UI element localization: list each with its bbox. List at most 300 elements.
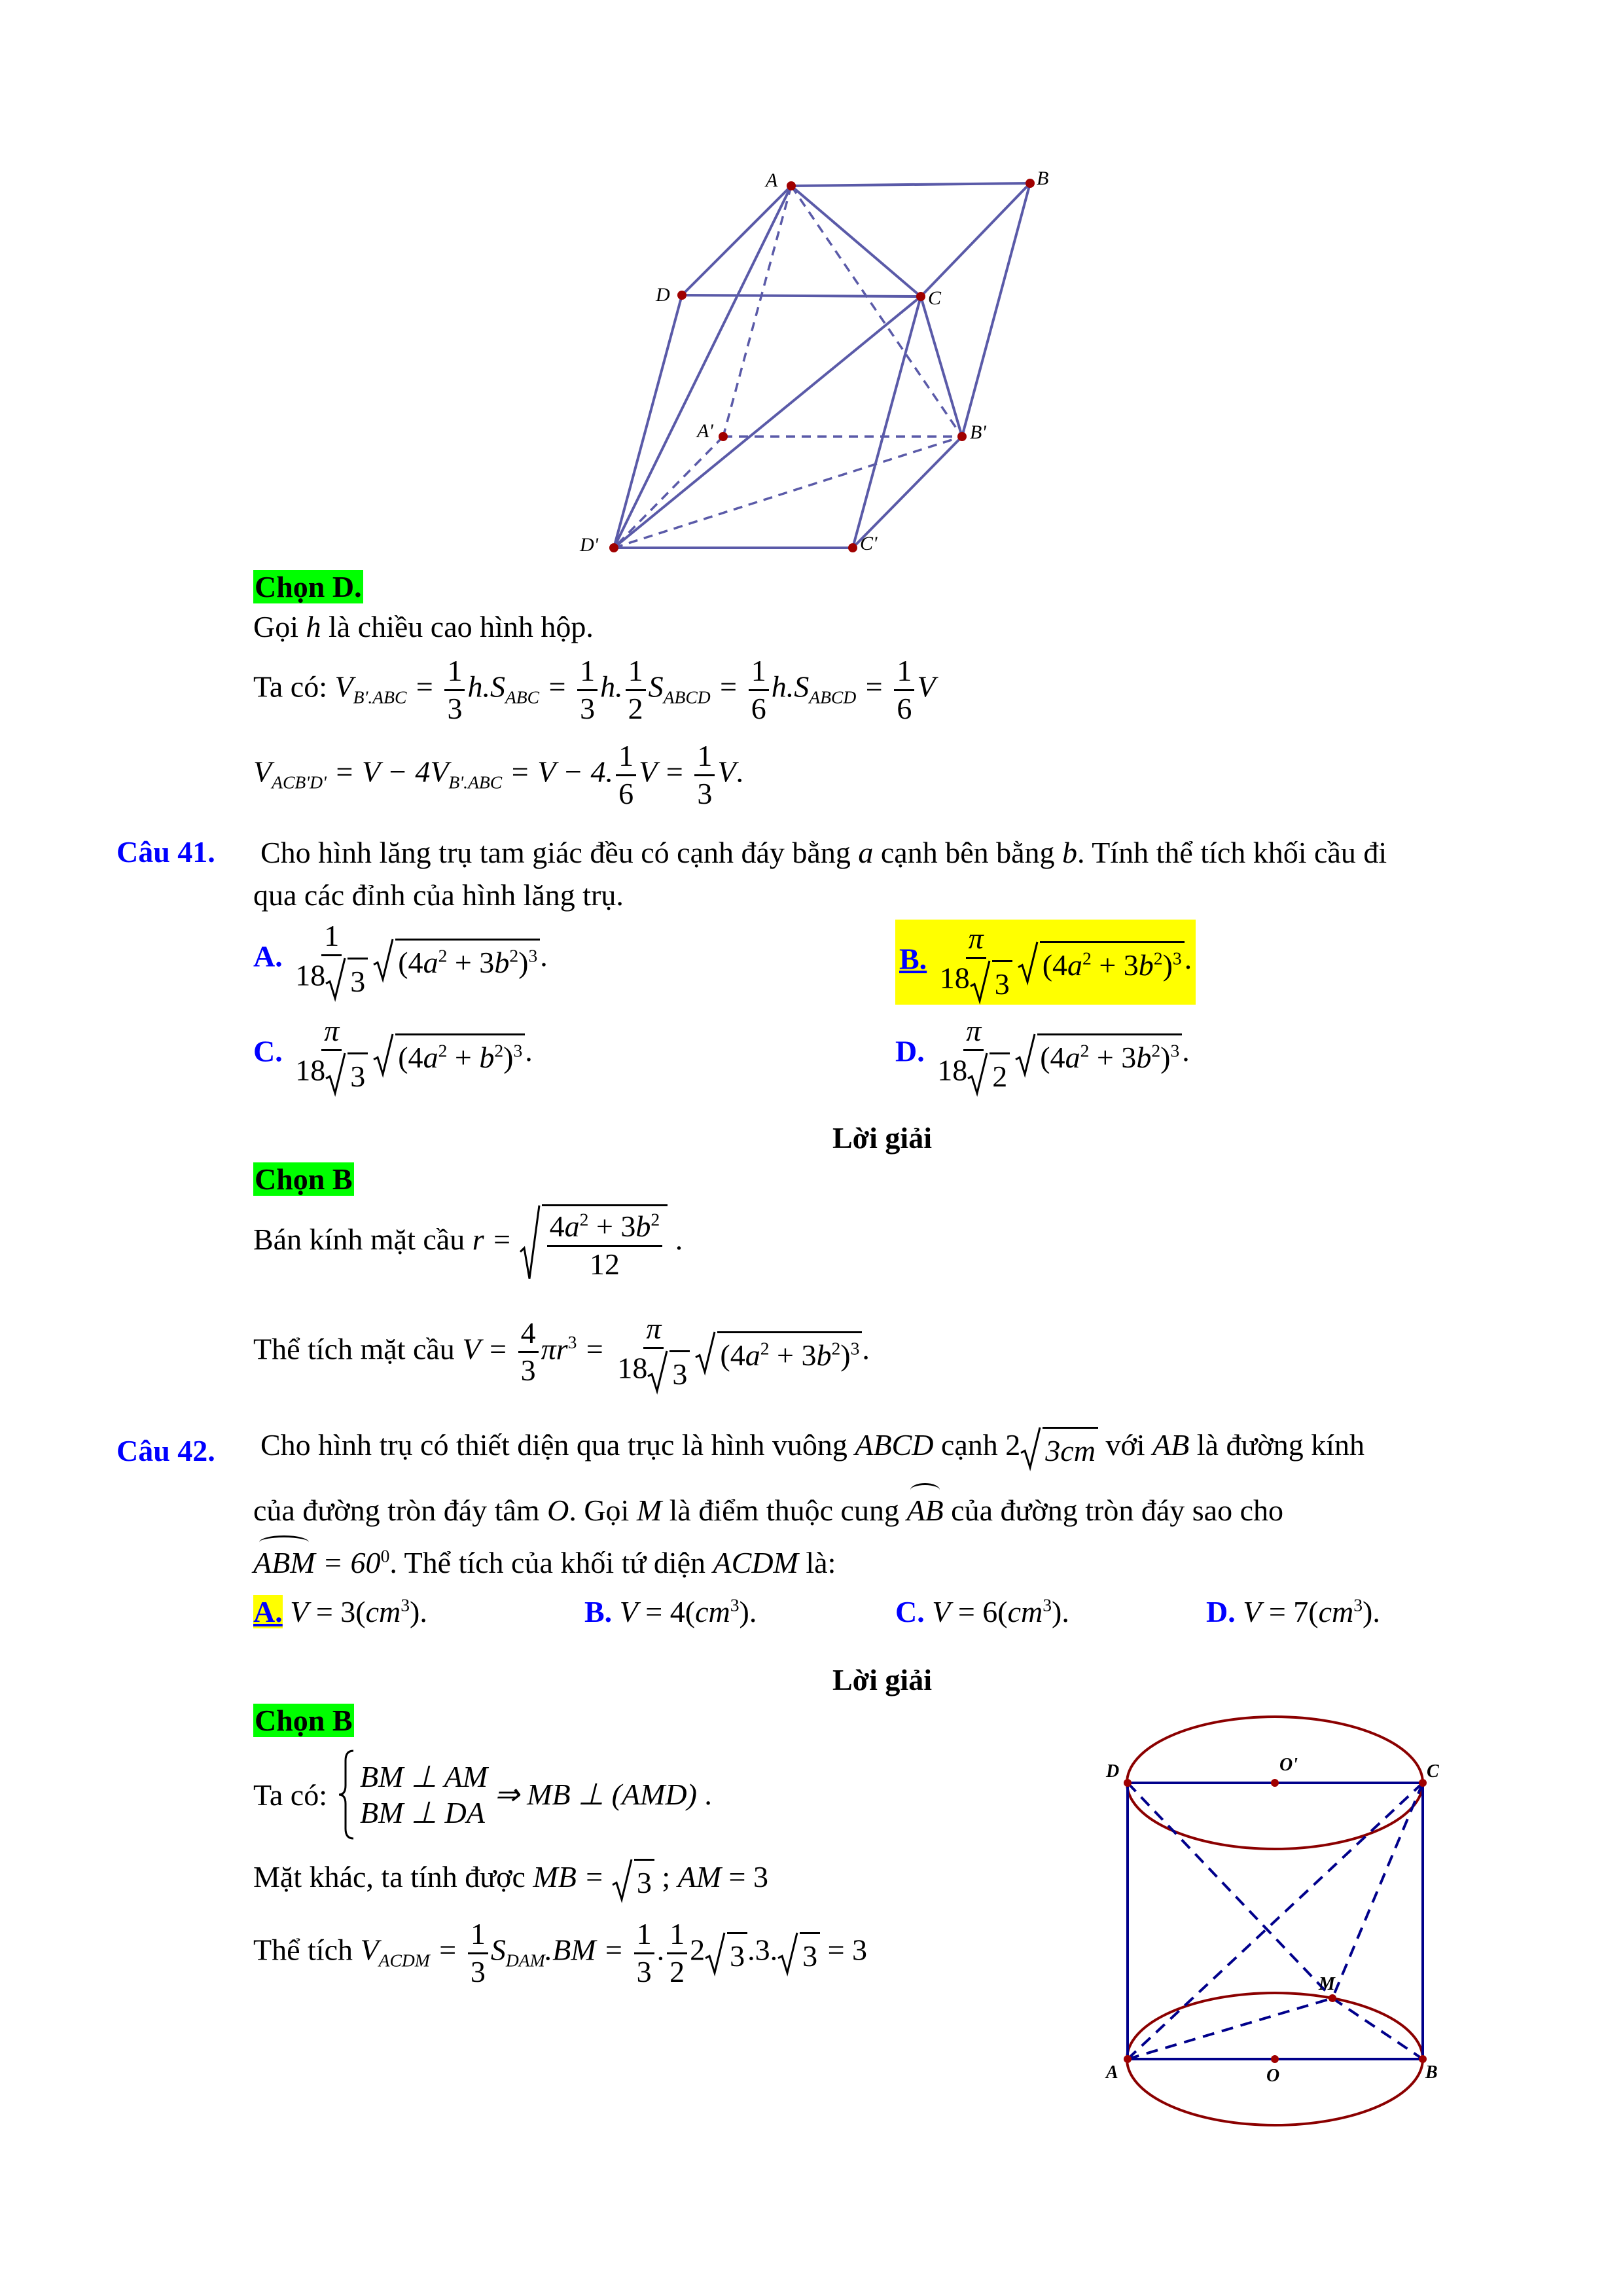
choice-badge: Chọn B: [255, 1704, 353, 1737]
math-symbol: a: [564, 1210, 580, 1243]
subscript: ABCD: [663, 687, 711, 708]
math-symbol: cm: [695, 1595, 730, 1628]
math-symbol: MB =: [533, 1860, 612, 1893]
text-run: 3: [636, 1954, 652, 1988]
text-run: .: [656, 1933, 665, 1967]
radicand: [542, 1204, 668, 1281]
math-symbol: V: [717, 755, 736, 789]
text-run: là chiều cao hình hộp.: [321, 610, 594, 643]
edge-AB1: [791, 186, 962, 437]
math-symbol: ABCD: [855, 1428, 934, 1462]
radical-sign-icon: [967, 1052, 987, 1094]
superscript: 0: [380, 1545, 390, 1566]
radical-sign-icon: [1020, 1427, 1040, 1469]
label-O-prime: O': [1279, 1755, 1298, 1775]
radicand: [1040, 941, 1185, 983]
solution-line: [253, 740, 743, 810]
text-run: 1: [447, 654, 463, 687]
label-A: A: [1106, 2062, 1118, 2083]
numerator: [468, 1918, 488, 1954]
radical-sign-icon: [777, 1932, 797, 1974]
radicand: [1043, 1427, 1098, 1469]
subscript: DAM: [505, 1950, 545, 1971]
radical-sign-icon: [373, 939, 393, 980]
numerator: [321, 920, 342, 956]
math-symbol: S: [490, 1933, 506, 1967]
square-root: [373, 1033, 525, 1075]
choice-badge: Chọn D.: [255, 570, 362, 603]
fraction: [293, 920, 370, 999]
text-run: + 3: [447, 945, 495, 979]
numerator: [577, 655, 597, 691]
superscript: 2: [760, 1338, 770, 1359]
superscript: 2: [1080, 1040, 1090, 1061]
text-run: 3: [672, 1357, 688, 1391]
superscript: 2: [1153, 948, 1163, 969]
question-text: [253, 1545, 836, 1581]
denominator: [293, 1051, 370, 1094]
arc-symbol: AB: [906, 1492, 943, 1528]
option-d[interactable]: D. π 18 2 $(4a^2 + 3b^2)^3$.: [895, 1014, 1190, 1094]
square-root: [1015, 1033, 1182, 1075]
square-root: [1020, 1427, 1098, 1469]
parallelepiped-figure: [0, 0, 1623, 563]
numerator: [667, 1918, 687, 1954]
text-run: Mặt khác, ta tính được: [253, 1860, 533, 1893]
text-run: của đường tròn đáy sao cho: [943, 1494, 1283, 1527]
radical-sign-icon: [373, 1033, 393, 1075]
math-symbol: a: [1067, 948, 1083, 982]
superscript: 2: [438, 945, 448, 966]
subscript: B'.ABC: [353, 687, 407, 708]
math-symbol: V: [360, 1933, 379, 1967]
solution-line: [253, 609, 594, 645]
math-symbol: .BM =: [544, 1933, 632, 1967]
math-symbol: cm: [365, 1595, 401, 1628]
text-run: ).: [739, 1595, 757, 1628]
math-symbol: πr: [541, 1332, 568, 1366]
text-run: + 3: [769, 1338, 817, 1372]
radical-sign-icon: [647, 1350, 667, 1392]
solution-title: Lời giải: [832, 1121, 932, 1155]
text-run: .: [1184, 942, 1192, 976]
text-run: .: [525, 1034, 533, 1068]
denominator: [587, 1247, 622, 1282]
superscript: 3: [1043, 1594, 1052, 1615]
text-run: .: [668, 1223, 683, 1257]
text-run: Ta có:: [253, 670, 335, 704]
edge-D1C: [614, 296, 921, 548]
math-symbol: V =: [462, 1332, 516, 1366]
text-run: 2: [669, 1954, 685, 1988]
label-D: D: [656, 284, 670, 306]
math-symbol: π: [324, 1014, 340, 1047]
question-text: [260, 1427, 1364, 1469]
edge-CC1: [853, 296, 921, 548]
text-run: qua các đỉnh của hình lăng trụ.: [253, 878, 624, 912]
system-line: [360, 1795, 488, 1831]
text-run: 1: [580, 654, 596, 687]
text-run: . Tính thể tích khối cầu đi: [1077, 836, 1387, 869]
label-O: O: [1266, 2066, 1280, 2086]
edge-AB: [791, 183, 1030, 186]
fraction: [615, 1312, 692, 1392]
text-run: Bán kính mặt cầu: [253, 1223, 473, 1257]
edge-A1D1: [614, 437, 723, 548]
superscript: 3: [1170, 1040, 1180, 1061]
radicand: [1037, 1033, 1182, 1075]
label-D1: D': [580, 534, 599, 556]
option-c[interactable]: C. π 18 3 $(4a^2 + b^2)^3$.: [253, 1014, 533, 1094]
superscript: 2: [651, 1209, 660, 1230]
text-run: cạnh bên bằng: [873, 836, 1063, 869]
radical-sign-icon: [1018, 941, 1037, 983]
radicand: [395, 939, 540, 980]
brace-icon: [336, 1749, 356, 1840]
denominator: [468, 1954, 488, 1989]
numerator: [966, 922, 986, 959]
option-c[interactable]: C. $V = 6(cm^3)$.: [895, 1594, 1069, 1628]
edge-BB1: [962, 183, 1030, 437]
numerator: [694, 740, 715, 776]
square-root: [1018, 941, 1185, 983]
math-symbol: π: [966, 1014, 982, 1047]
text-run: 2: [690, 1933, 705, 1967]
math-symbol: = V − 4V: [326, 755, 449, 789]
cylinder-figure: [1047, 1689, 1505, 2147]
text-run: + 3: [1091, 948, 1139, 982]
text-run: .3.: [747, 1933, 778, 1967]
fraction: [518, 1317, 539, 1388]
text-run: 1: [470, 1917, 486, 1950]
square-root: [325, 958, 368, 999]
denominator: [577, 691, 597, 726]
radical-sign-icon: [705, 1932, 724, 1974]
fraction: [634, 1918, 654, 1988]
text-run: 3: [350, 964, 366, 998]
math-symbol: V: [253, 755, 272, 789]
text-run: 3: [636, 1866, 652, 1900]
numerator: [444, 655, 465, 691]
label-C1: C': [860, 533, 878, 554]
math-symbol: =: [710, 670, 746, 704]
solution-line: [253, 1918, 867, 1988]
superscript: 2: [1082, 948, 1092, 969]
superscript: 3: [730, 1594, 740, 1615]
square-root: [520, 1204, 668, 1281]
subscript: ACDM: [378, 1950, 430, 1971]
text-run: 18: [939, 961, 970, 995]
solution-title: Lời giải: [832, 1663, 932, 1696]
math-symbol: V: [917, 670, 936, 704]
text-run: .: [540, 939, 548, 973]
segment-DM: [1128, 1783, 1332, 1998]
math-symbol: BM ⊥ AM: [360, 1759, 488, 1793]
numerator: [616, 740, 636, 776]
superscript: 3: [567, 1331, 577, 1352]
math-symbol: b: [1136, 1040, 1152, 1074]
text-run: ): [1162, 948, 1173, 982]
text-run: 6: [618, 776, 634, 810]
math-symbol: cm: [1318, 1595, 1354, 1628]
question-text: [260, 834, 1387, 870]
label-B: B: [1037, 168, 1049, 189]
text-run: là đường kính: [1189, 1428, 1364, 1462]
square-root: [967, 1052, 1010, 1094]
text-run: +: [447, 1040, 480, 1074]
math-symbol: V: [290, 1595, 309, 1628]
radicand: [348, 958, 368, 999]
math-symbol: b: [635, 1210, 651, 1243]
radical-sign-icon: [1015, 1033, 1035, 1075]
text-run: ).: [1052, 1595, 1069, 1628]
text-run: 12: [589, 1247, 620, 1281]
text-run: 4: [549, 1210, 565, 1243]
subscript: ABCD: [809, 687, 857, 708]
text-run: (4: [398, 1040, 423, 1074]
text-run: 1: [618, 739, 634, 772]
text-run: 2: [992, 1059, 1008, 1093]
numerator: [626, 655, 646, 691]
denominator: [444, 691, 465, 726]
fraction: [626, 655, 646, 725]
arc-symbol: ABM: [253, 1545, 315, 1581]
text-run: = 3(: [308, 1595, 366, 1628]
math-symbol: π: [646, 1312, 662, 1345]
radicand: [348, 1052, 368, 1094]
edge-AA1: [723, 186, 791, 437]
text-run: 3: [697, 776, 713, 810]
text-run: ).: [1363, 1595, 1380, 1628]
superscript: 3: [1172, 948, 1182, 969]
denominator: [293, 956, 370, 999]
text-run: Gọi: [253, 610, 306, 643]
math-symbol: V =: [639, 755, 692, 789]
subscript: ACB'D': [272, 772, 327, 793]
segment-CM: [1332, 1783, 1423, 1998]
math-symbol: b: [1062, 836, 1078, 869]
subscript: B'.ABC: [448, 772, 503, 793]
fraction: [937, 922, 1015, 1002]
segment-MB: [1332, 1998, 1423, 2059]
text-run: + 3: [588, 1210, 636, 1243]
label-B1: B': [970, 422, 986, 443]
numerator: [634, 1918, 654, 1954]
math-symbol: V: [619, 1595, 638, 1628]
math-symbol: cm: [1007, 1595, 1043, 1628]
math-symbol: 3cm: [1045, 1434, 1096, 1468]
radical-sign-icon: [325, 1052, 345, 1094]
text-run: ): [518, 945, 529, 979]
fraction: [894, 655, 914, 725]
option-b[interactable]: B. $V = 4(cm^3)$.: [584, 1594, 757, 1628]
math-symbol: = 60: [315, 1546, 381, 1579]
square-root: [970, 960, 1012, 1002]
text-run: 1: [751, 654, 766, 687]
text-run: là:: [798, 1546, 836, 1579]
math-symbol: a: [423, 945, 438, 979]
text-run: 1: [324, 919, 340, 952]
denominator: [626, 691, 646, 726]
math-symbol: O: [547, 1494, 569, 1527]
segment-CA: [1128, 1783, 1423, 2059]
text-run: 1: [897, 654, 912, 687]
text-run: 1: [636, 1917, 652, 1950]
text-run: 3: [470, 1954, 486, 1988]
square-root: [705, 1932, 747, 1974]
fraction: [577, 655, 597, 725]
math-symbol: =: [429, 1933, 465, 1967]
math-symbol: =: [539, 670, 575, 704]
math-symbol: ACDM: [713, 1546, 798, 1579]
text-run: 18: [295, 1053, 326, 1087]
superscript: 2: [831, 1338, 841, 1359]
label-A: A: [766, 170, 778, 191]
square-root: [647, 1350, 690, 1392]
superscript: 2: [579, 1209, 589, 1230]
superscript: 3: [401, 1594, 410, 1615]
text-run: (4: [1042, 948, 1068, 982]
text-run: .: [696, 1778, 712, 1812]
denominator: [615, 1349, 692, 1392]
question-label: Câu 42.: [116, 1434, 215, 1467]
math-symbol: b: [479, 1040, 495, 1074]
text-run: 2: [628, 691, 643, 725]
label-C: C: [928, 287, 942, 309]
math-symbol: h.S: [467, 670, 505, 704]
text-run: (4: [720, 1338, 745, 1372]
text-run: 18: [617, 1351, 648, 1385]
system-line: [360, 1759, 488, 1795]
denominator: [616, 776, 636, 811]
text-run: . Thể tích của khối tứ diện: [389, 1546, 713, 1579]
solution-line: [253, 655, 935, 725]
text-run: Cho hình lăng trụ tam giác đều có cạnh đáy bằng: [260, 836, 859, 869]
radicand: [634, 1859, 654, 1901]
math-symbol: AB: [1152, 1428, 1190, 1462]
math-symbol: h.S: [771, 670, 810, 704]
question-label: Câu 41.: [116, 835, 215, 869]
text-run: 1: [697, 739, 713, 772]
math-symbol: =: [406, 670, 442, 704]
numerator: [547, 1210, 663, 1247]
subscript: ABC: [505, 687, 540, 708]
option-a[interactable]: A. $V = 3(cm^3)$.: [253, 1594, 427, 1628]
text-run: Thể tích: [253, 1933, 361, 1967]
text-run: Cho hình trụ có thiết diện qua trục là hình vuông: [260, 1428, 855, 1462]
text-run: .: [736, 755, 743, 789]
text-run: là điểm thuộc cung: [662, 1494, 907, 1527]
text-run: ;: [654, 1860, 678, 1893]
text-run: 3: [580, 691, 596, 725]
square-root: [777, 1932, 820, 1974]
label-A1: A': [697, 420, 713, 442]
fraction: [547, 1210, 663, 1281]
math-symbol: a: [858, 836, 874, 869]
fraction: [616, 740, 636, 810]
math-symbol: S: [648, 670, 664, 704]
text-run: (4: [1040, 1040, 1065, 1074]
fraction: [749, 655, 769, 725]
solution-line: [253, 1312, 870, 1392]
denominator: [694, 776, 715, 811]
edge-CB1: [921, 296, 962, 437]
math-symbol: a: [1065, 1040, 1080, 1074]
math-symbol: AM: [677, 1860, 722, 1893]
text-run: 1: [628, 654, 643, 687]
radicand: [992, 960, 1012, 1002]
option-d[interactable]: D. $V = 7(cm^3)$.: [1206, 1594, 1380, 1628]
denominator: [749, 691, 769, 726]
math-symbol: h: [306, 610, 321, 643]
superscript: 2: [494, 1040, 504, 1061]
superscript: 2: [438, 1040, 448, 1061]
text-run: 6: [751, 691, 766, 725]
solution-line: [253, 1859, 768, 1901]
text-run: = 3: [721, 1860, 768, 1893]
option-a[interactable]: A. 1 18 3 $(4a^2 + 3b^2)^3$.: [253, 920, 548, 999]
edge-AD: [682, 186, 791, 295]
superscript: 3: [528, 945, 538, 966]
text-run: 18: [937, 1053, 968, 1087]
text-run: = 3: [820, 1933, 868, 1967]
radical-sign-icon: [520, 1204, 539, 1281]
numerator: [963, 1014, 984, 1051]
radicand: [800, 1932, 820, 1974]
fraction: [935, 1014, 1012, 1094]
text-run: 3: [447, 691, 463, 725]
superscript: 2: [509, 945, 519, 966]
radical-sign-icon: [970, 960, 990, 1002]
edge-D1B1: [614, 437, 962, 548]
text-run: 1: [669, 1917, 685, 1950]
radicand: [395, 1033, 525, 1075]
text-run: Thể tích mặt cầu: [253, 1332, 463, 1366]
denominator: [518, 1353, 539, 1388]
math-symbol: b: [1138, 948, 1154, 982]
text-run: 3: [350, 1059, 366, 1093]
label-M: M: [1319, 1974, 1335, 1994]
square-root: [373, 939, 540, 980]
square-root: [695, 1331, 862, 1373]
text-run: 3: [730, 1939, 745, 1973]
text-run: ): [503, 1040, 514, 1074]
radicand: [669, 1350, 690, 1392]
superscript: 3: [1353, 1594, 1363, 1615]
math-symbol: V: [932, 1595, 951, 1628]
numerator: [643, 1312, 664, 1349]
text-run: .: [1182, 1034, 1190, 1068]
text-run: = 4(: [637, 1595, 696, 1628]
radical-sign-icon: [612, 1859, 632, 1901]
option-b[interactable]: B. π 18 3 $(4a^2 + 3b^2)^3$.: [895, 920, 1196, 1005]
radicand: [717, 1331, 862, 1373]
text-run: 3: [802, 1939, 818, 1973]
superscript: 3: [850, 1338, 860, 1359]
math-symbol: ⇒ MB ⊥ (AMD): [494, 1778, 697, 1812]
question-text: [253, 1492, 1283, 1528]
math-symbol: a: [423, 1040, 438, 1074]
denominator: [894, 691, 914, 726]
math-symbol: b: [816, 1338, 832, 1372]
text-run: ).: [410, 1595, 427, 1628]
solution-line: [253, 1204, 683, 1281]
superscript: 2: [1151, 1040, 1161, 1061]
question-text: [253, 877, 624, 913]
numerator: [518, 1317, 539, 1354]
math-symbol: = V − 4.: [502, 755, 614, 789]
text-run: của đường tròn đáy tâm: [253, 1494, 548, 1527]
